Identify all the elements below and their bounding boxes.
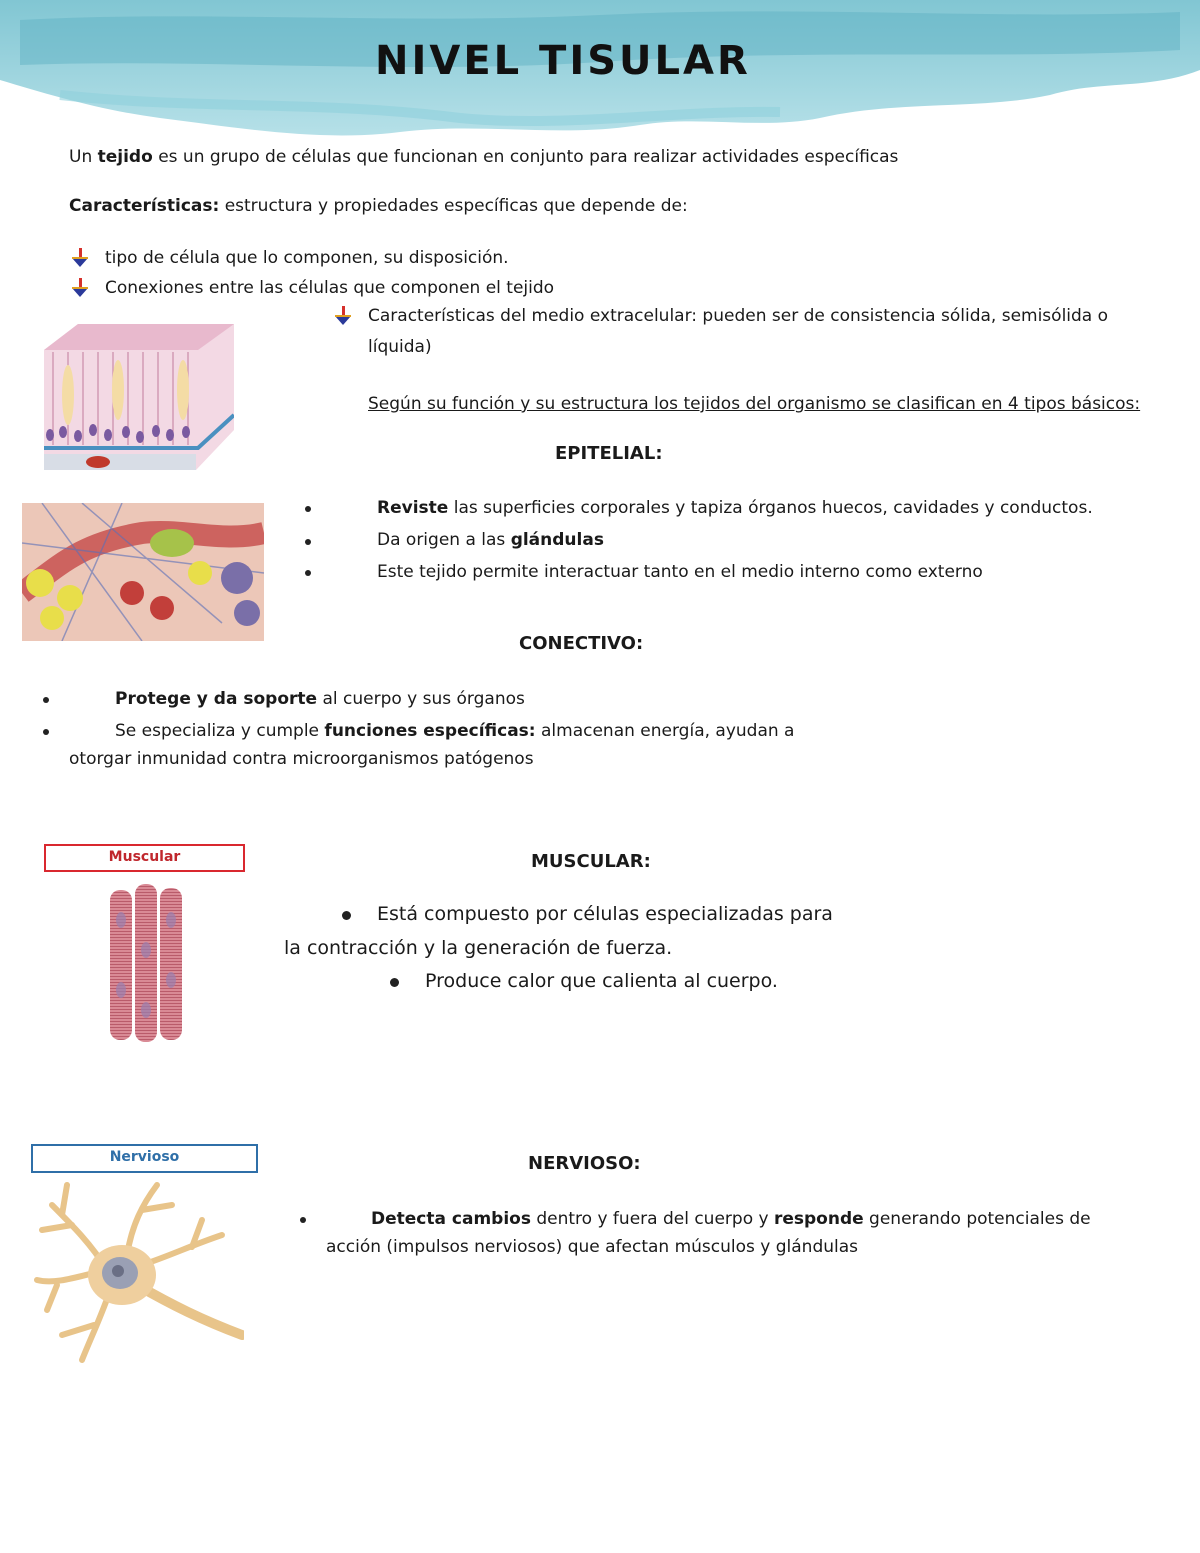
conectivo-item-1-bold: Protege y da soporte xyxy=(115,689,318,709)
bullet-dot xyxy=(305,539,311,545)
caracteristicas-paragraph xyxy=(69,195,688,217)
bullet-3-cont: líquida) xyxy=(368,337,432,357)
epitelial-item-3: Este tejido permite interactuar tanto en el medio interno como externo xyxy=(377,562,983,582)
conectivo-heading: CONECTIVO: xyxy=(519,633,644,654)
bullet-dot xyxy=(390,978,399,987)
bullet-dot xyxy=(305,570,311,576)
intro-prefix: Un xyxy=(69,147,98,167)
caracteristicas-term: Características: xyxy=(69,196,220,216)
nervioso-item-cont: acción (impulsos nerviosos) que afectan músculos y glándulas xyxy=(326,1237,859,1257)
bullet-2: Conexiones entre las células que componen el tejido xyxy=(105,278,555,298)
muscular-line-1: Está compuesto por células especializadas para xyxy=(377,903,833,925)
intro-paragraph xyxy=(69,146,898,168)
muscle-fibers-illustration xyxy=(105,880,190,1045)
clasificacion-underlined: Según su función y su estructura los tejidos del organismo se clasifican en 4 tipos básicos: xyxy=(368,394,1141,414)
nervioso-label-box: Nervioso xyxy=(31,1144,258,1173)
muscular-heading: MUSCULAR: xyxy=(531,851,651,872)
bullet-3: Características del medio extracelular: pueden ser de consistencia sólida, semisólida o xyxy=(368,306,1109,326)
caracteristicas-rest: estructura y propiedades específicas que depende de: xyxy=(219,196,688,216)
epitelial-item-1-bold: Reviste xyxy=(377,498,449,518)
bullet-dot xyxy=(43,697,49,703)
neuron-illustration xyxy=(32,1175,244,1365)
muscular-label-box: Muscular xyxy=(44,844,245,872)
bullet-dot xyxy=(300,1217,306,1223)
epitelial-heading: EPITELIAL: xyxy=(555,443,663,464)
nervioso-item-mid: dentro y fuera del cuerpo y xyxy=(530,1209,774,1229)
epitelial-item-2 xyxy=(377,529,604,551)
intro-term: tejido xyxy=(97,147,153,167)
nervioso-item-bold-2: responde xyxy=(773,1209,864,1229)
conectivo-item-2-rest: almacenan energía, ayudan a xyxy=(535,721,795,741)
connective-tissue-illustration xyxy=(22,503,264,641)
bullet-dot xyxy=(305,506,311,512)
conectivo-item-2 xyxy=(115,720,794,742)
epitelial-item-1 xyxy=(377,497,1093,519)
conectivo-item-1-rest: al cuerpo y sus órganos xyxy=(317,689,525,709)
nervioso-item-bold-1: Detecta cambios xyxy=(371,1209,531,1229)
arrow-bullet-icon xyxy=(70,277,90,299)
bullet-dot xyxy=(43,729,49,735)
page-title: NIVEL TISULAR xyxy=(375,38,751,84)
epitelial-item-1-rest: las superficies corporales y tapiza órganos huecos, cavidades y conductos. xyxy=(448,498,1093,518)
arrow-bullet-icon xyxy=(333,305,353,327)
epitelial-item-2-bold: glándulas xyxy=(510,530,604,550)
conectivo-item-2-bold: funciones específicas: xyxy=(324,721,536,741)
muscular-line-3: Produce calor que calienta al cuerpo. xyxy=(425,970,778,992)
bullet-1: tipo de célula que lo componen, su disposición. xyxy=(105,248,509,268)
arrow-bullet-icon xyxy=(70,247,90,269)
muscular-line-2: la contracción y la generación de fuerza. xyxy=(284,937,673,959)
nervioso-item xyxy=(371,1208,1091,1230)
epitelial-item-2-pre: Da origen a las xyxy=(377,530,511,550)
conectivo-item-1 xyxy=(115,688,525,710)
bullet-dot xyxy=(342,911,351,920)
nervioso-heading: NERVIOSO: xyxy=(528,1153,641,1174)
epithelial-tissue-illustration xyxy=(38,320,234,475)
clasificacion-text xyxy=(368,393,1140,415)
conectivo-item-2-pre: Se especializa y cumple xyxy=(115,721,325,741)
nervioso-item-rest: generando potenciales de xyxy=(863,1209,1091,1229)
conectivo-item-2-cont: otorgar inmunidad contra microorganismos patógenos xyxy=(69,749,534,769)
intro-rest: es un grupo de células que funcionan en conjunto para realizar actividades específicas xyxy=(152,147,899,167)
